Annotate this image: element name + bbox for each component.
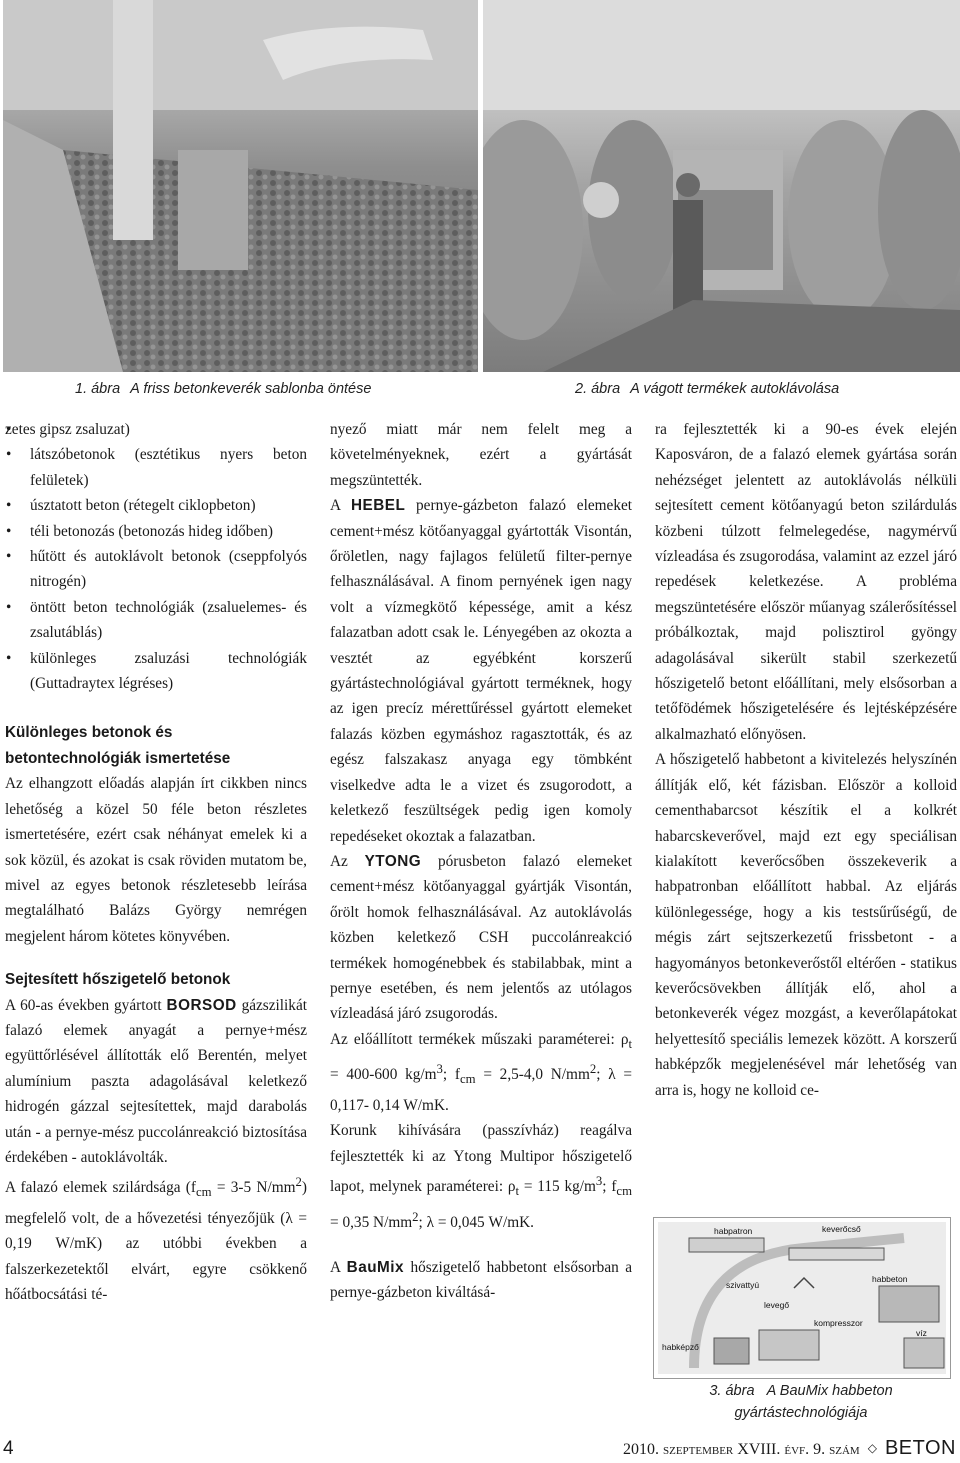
- brand-borsod: BORSOD: [166, 996, 237, 1014]
- list-item: • zetes gipsz zsaluzat): [5, 417, 307, 442]
- diagram-label-kompresszor: kompresszor: [814, 1318, 863, 1328]
- text: ) megfelelő volt, de a hővezetési tényezőjük (λ = 0,19 W/mK) az utóbbi években a falszerkezetektől elvárt, egyre csökkenő hőátbocsátási té-: [5, 1179, 307, 1304]
- text: Az: [330, 852, 365, 870]
- figure-1-number: 1. ábra: [75, 381, 121, 397]
- text: = 0,35 N/mm: [330, 1213, 413, 1231]
- figure-3-caption: [653, 1380, 949, 1424]
- superscript: 2: [295, 1175, 302, 1190]
- brand-baumix: BauMix: [346, 1259, 405, 1277]
- text: = 115 kg/m: [519, 1178, 596, 1196]
- page-number: 4: [3, 1438, 14, 1459]
- diagram-label-viz: víz: [916, 1328, 927, 1338]
- paragraph: [5, 1170, 307, 1307]
- paragraph: [330, 849, 632, 1027]
- superscript: 3: [595, 1173, 603, 1188]
- paragraph: ra fejlesztették ki a 90-es évek elején Kaposváron, de a falazó elemek gyártása során nehézséget jelentett az autoklávolás nélküli sejtesített cement kötőanyagú beton szilárdulás közbeni túlzott felmelegedése, nagymérvű vízleadása és zsugorodása, valamint az ezzel járó repedések keletkezése. A probléma megszüntetésére először műanyag szálerősítéssel próbálkoztak, majd polisztirol gyöngy adagolásával sikerült stabil szerkezetű hőszigetelő betont előállítani, mely elsősorban a tetőfödémek hőszigetelésére és lejtésképzésére alkalmazható előnyösen.: [655, 421, 957, 743]
- subscript: cm: [460, 1072, 476, 1087]
- text: A falazó elemek szilárdsága (f: [5, 1179, 196, 1197]
- list-item: • látszóbetonok (esztétikus nyers beton felületek): [5, 442, 307, 493]
- figure-3-title-line1: A BauMix habbeton: [766, 1383, 893, 1399]
- figure-1-title: A friss betonkeverék sablonba öntése: [130, 381, 372, 397]
- figure-1-caption: [75, 381, 371, 397]
- figure-3-caption-line1: [653, 1380, 949, 1402]
- list-item: • téli betonozás (betonozás hideg időben): [5, 519, 307, 544]
- footer-volume: XVIII.: [737, 1441, 781, 1458]
- brand-hebel: HEBEL: [350, 497, 406, 515]
- paragraph: A hőszigetelő habbetont a kivitelezés helyszínén állítják elő, két fázisban. Először a kolloid cementhabarcsot készítik el a kolkrét habarcskeverővel, majd ezt egy speciálisan kialakított keverőcsőben összekeverik a habpatronban előállított habbal. Az eljárás különlegessége, hogy a kis testsűrűségű, de mégis zárt sejtszerkezetű frissbetont - a hagyományos betonkeverőstől eltérően - statikus keverőcsövekben állítják elő, ahol a betonkeverék végez mozgást, a keverőlapátokat helyettesítő speciális lemezek között. A korszerű habképzők megjelenésével már lehetőség van arra is, hogy ne kolloid ce-: [655, 751, 957, 1099]
- superscript: 2: [589, 1062, 597, 1077]
- rho-symbol: ρ: [507, 1178, 516, 1196]
- text: gázszilikát falazó elemek anyagát a pernye+mész együttőrlésével állították elő Berentén, melyet alumínium paszta adagolásával keletkező hidrogén gázzal sejtesítettek, majd darabolás után - a pernye-mész puccolánreakció biztosítása érdekében - autoklávolták.: [5, 996, 307, 1166]
- text: Korunk kihívására (passzívház) reagálva fejlesztették ki az Ytong Multipor hőszigetelő lapot, melynek paraméterei:: [330, 1122, 632, 1196]
- subscript: cm: [195, 1185, 212, 1200]
- paragraph: nyező miatt már nem felelt meg a követelményeknek, ezért a gyártását megszüntették.: [330, 421, 632, 489]
- text: pernye-gázbeton falazó elemeket cement+mész kötőanyaggal gyártották Visontán, őröletlen, nagy fajlagos felületű filter-pernye felhasználásával. A finom pernyének igen nagy volt a vízmegkötő képessége, amit a kész falazatban adott csak le. Lényegében az okozta a vesztét az egyébként korszerű gyártástechnológiával gyártott terméknek, hogy az igen precíz mérettűréssel gyártott elemeket falazás közben egymáshoz ragasztották, és az egész falszakasz anyaga egy tömbként viselkedve adta le a vizet és zsugorodott, a keletkező feszültségek pedig igen komoly repedéseket okoztak a falazatban.: [330, 497, 633, 845]
- diagram-label-levego: levegő: [764, 1300, 790, 1310]
- diagram-label-habpatron: habpatron: [714, 1226, 753, 1236]
- text: A: [330, 1259, 347, 1277]
- text: ; λ = 0,045 W/mK.: [418, 1213, 534, 1231]
- diamond-icon: ◇: [867, 1441, 877, 1455]
- figure-3-diagram: [653, 1217, 951, 1379]
- paragraph: [330, 1118, 632, 1235]
- figure-2-caption: [575, 381, 839, 397]
- text: ; f: [442, 1066, 460, 1084]
- column-1: [5, 417, 307, 1308]
- text: = 3-5 N/mm: [211, 1179, 296, 1197]
- subscript: cm: [616, 1184, 632, 1199]
- figure-2-number: 2. ábra: [575, 381, 621, 397]
- footer-szam: szám: [829, 1441, 860, 1458]
- footer-year: 2010.: [622, 1441, 659, 1458]
- rho-symbol: ρ: [620, 1030, 629, 1048]
- text: A: [330, 497, 351, 515]
- text: hőszigetelő habbetont elsősorban a pernye-gázbeton kiváltásá-: [330, 1259, 632, 1302]
- figure-2-title: A vágott termékek autoklávolása: [630, 381, 840, 397]
- section-heading-special-concretes: Különleges betonok és betontechnológiák ismertetése: [5, 724, 231, 767]
- figure-3-title-line2: gyártástechnológiája: [734, 1405, 868, 1421]
- subscript: t: [628, 1036, 632, 1051]
- footer-issue: 9.: [813, 1441, 826, 1458]
- text: = 400-600 kg/m: [330, 1066, 437, 1084]
- text: = 2,5-4,0 N/mm: [475, 1066, 590, 1084]
- list-item: • hűtött és autoklávolt betonok (cseppfolyós nitrogén): [5, 544, 307, 595]
- technology-list: [5, 417, 307, 696]
- diagram-label-keverocso: keverőcső: [822, 1224, 861, 1234]
- list-item: • úsztatott beton (rétegelt ciklopbeton): [5, 493, 307, 518]
- footer-magazine-name: BETON: [884, 1437, 956, 1459]
- text: A 60-as években gyártott: [5, 996, 167, 1014]
- list-item: • különleges zsaluzási technológiák (Guttadraytex légréses): [5, 646, 307, 697]
- text: ; f: [602, 1178, 617, 1196]
- paragraph: [330, 1027, 632, 1118]
- brand-ytong: YTONG: [364, 852, 422, 870]
- footer-evf: évf.: [784, 1441, 810, 1458]
- list-item: • öntött beton technológiák (zsaluelemes- és zsalutáblás): [5, 595, 307, 646]
- figure-3-number: 3. ábra: [709, 1383, 755, 1399]
- paragraph: Az elhangzott előadás alapján írt cikkben nincs lehetőség a közel 50 féle beton részletes ismertetésére, ezért csak néhányat emelek ki a sok közül, és azokat is csak röviden mutatom be, mivel az egyes betonok részletesebb leírása megtalálható Balázs György nemrégen megjelent három kötetes könyvében.: [5, 775, 307, 945]
- footer-issue-info: [623, 1437, 956, 1460]
- text: pórusbeton falazó elemeket cement+mész kötőanyaggal gyártják Visontán, őrölt homok felhasználásával. Az autoklávolás közben keletkező CSH puccolánreakció termékek homogénebbek és stabilabbak, mint a pernye esetében, és nem jelentős az utólagos vízleadásá járó zsugorodás.: [330, 852, 632, 1023]
- text: Az előállított termékek műszaki paraméterei:: [330, 1030, 621, 1048]
- section-heading-cellular-concretes: Sejtesített hőszigetelő betonok: [5, 971, 231, 989]
- superscript: 3: [436, 1062, 443, 1077]
- superscript: 2: [412, 1209, 419, 1224]
- paragraph: [5, 993, 307, 1171]
- figure-2-photo: [483, 0, 960, 372]
- text: ; λ = 0,117- 0,14 W/mK.: [330, 1066, 633, 1114]
- paragraph: [330, 1255, 632, 1306]
- paragraph: [330, 493, 632, 849]
- diagram-label-habkepzo: habképző: [662, 1342, 699, 1352]
- figure-1-photo: [3, 0, 478, 372]
- diagram-label-szivattyu: szivattyú: [726, 1280, 760, 1290]
- column-3: [655, 417, 957, 1103]
- diagram-label-habbeton: habbeton: [872, 1274, 908, 1284]
- footer-month: szeptember: [662, 1441, 734, 1458]
- column-2: [330, 417, 632, 1306]
- subscript: t: [515, 1184, 520, 1199]
